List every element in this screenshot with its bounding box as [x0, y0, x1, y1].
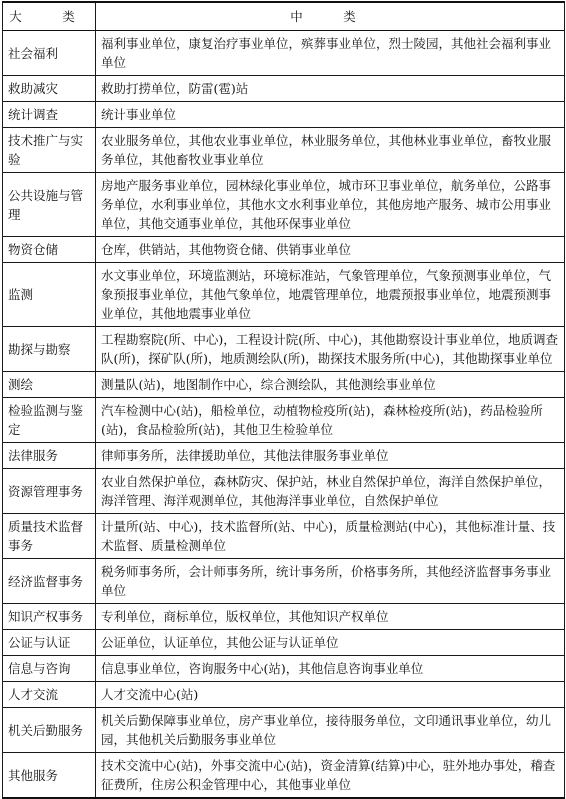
middle-category-cell: 仓库，供销站，其他物资仓储、供销事业单位 [96, 237, 565, 263]
major-category-cell: 救助减灾 [3, 76, 96, 102]
table-row [3, 398, 565, 443]
major-category-cell: 监测 [3, 263, 96, 327]
major-category-cell: 信息与咨询 [3, 656, 96, 682]
header-major-category: 大 类 [3, 2, 96, 31]
middle-category-cell: 统计事业单位 [96, 102, 565, 128]
major-category-cell: 其他服务 [3, 753, 96, 799]
table-row [3, 263, 565, 327]
table-row [3, 630, 565, 656]
major-category-cell: 测绘 [3, 372, 96, 398]
classification-table [2, 1, 565, 799]
major-category-cell: 物资仓储 [3, 237, 96, 263]
major-category-cell: 经济监督事务 [3, 559, 96, 604]
major-category-cell: 机关后勤服务 [3, 708, 96, 753]
table-row [3, 656, 565, 682]
middle-category-cell: 信息事业单位，咨询服务中心(站)，其他信息咨询事业单位 [96, 656, 565, 682]
middle-category-cell: 技术交流中心(站)，外事交流中心(站)，资金清算(结算)中心，驻外地办事处，稽查征费所，住房公积金管理中心，其他事业单位 [96, 753, 565, 799]
table-row [3, 682, 565, 708]
major-category-cell: 统计调查 [3, 102, 96, 128]
middle-category-cell: 公证单位，认证单位，其他公证与认证单位 [96, 630, 565, 656]
major-category-cell: 公共设施与管理 [3, 173, 96, 237]
table-row [3, 173, 565, 237]
major-category-cell: 质量技术监督事务 [3, 514, 96, 559]
middle-category-cell: 房地产服务事业单位，园林绿化事业单位，城市环卫事业单位，航务单位，公路事务单位，水利事业单位，其他水文水利事业单位，其他房地产服务、城市公用事业单位，其他交通事业单位，其他环保事业单位 [96, 173, 565, 237]
major-category-cell: 技术推广与实验 [3, 128, 96, 173]
table-row [3, 559, 565, 604]
table-row [3, 128, 565, 173]
middle-category-cell: 律师事务所，法律援助单位，其他法律服务事业单位 [96, 443, 565, 469]
middle-category-cell: 税务师事务所，会计师事务所，统计事务所，价格事务所，其他经济监督事务事业单位 [96, 559, 565, 604]
middle-category-cell: 农业自然保护单位，森林防灾、保护站，林业自然保护单位，海洋自然保护单位，海洋管理、海洋观测单位，其他海洋事业单位，自然保护单位 [96, 469, 565, 514]
middle-category-cell: 专利单位，商标单位，版权单位，其他知识产权单位 [96, 604, 565, 630]
table-row [3, 604, 565, 630]
header-row [3, 2, 565, 31]
table-row [3, 76, 565, 102]
table-row [3, 31, 565, 76]
table-row [3, 102, 565, 128]
middle-category-cell: 测量队(站)，地图制作中心，综合测绘队，其他测绘事业单位 [96, 372, 565, 398]
major-category-cell: 人才交流 [3, 682, 96, 708]
middle-category-cell: 机关后勤保障事业单位，房产事业单位，接待服务单位，文印通讯事业单位，幼儿园，其他机关后勤服务事业单位 [96, 708, 565, 753]
middle-category-cell: 福利事业单位，康复治疗事业单位，殡葬事业单位，烈士陵园，其他社会福利事业单位 [96, 31, 565, 76]
major-category-cell: 知识产权事务 [3, 604, 96, 630]
table-row [3, 372, 565, 398]
header-middle-category: 中 类 [96, 2, 565, 31]
middle-category-cell: 人才交流中心(站) [96, 682, 565, 708]
major-category-cell: 勘探与勘察 [3, 327, 96, 372]
middle-category-cell: 救助打捞单位，防雷(雹)站 [96, 76, 565, 102]
middle-category-cell: 工程勘察院(所、中心)，工程设计院(所、中心)，其他勘察设计事业单位，地质调查队(所)，探矿队(所)，地质测绘队(所)，勘探技术服务所(中心)，其他勘探事业单位 [96, 327, 565, 372]
middle-category-cell: 水文事业单位，环境监测站，环境标准站，气象管理单位，气象预测事业单位，气象预报事业单位，其他气象单位，地震管理单位，地震预报事业单位，地震预测事业单位，其他地震事业单位 [96, 263, 565, 327]
table-row [3, 469, 565, 514]
table-row [3, 708, 565, 753]
table-row [3, 753, 565, 799]
major-category-cell: 社会福利 [3, 31, 96, 76]
major-category-cell: 公证与认证 [3, 630, 96, 656]
table-row [3, 237, 565, 263]
table-row [3, 514, 565, 559]
table-row [3, 443, 565, 469]
middle-category-cell: 汽车检测中心(站)，船检单位，动植物检疫所(站)，森林检疫所(站)，药品检验所(站)，食品检验所(站)，其他卫生检验单位 [96, 398, 565, 443]
middle-category-cell: 计量所(站、中心)，技术监督所(站、中心)，质量检测站(中心)，其他标准计量、技术监督、质量检测单位 [96, 514, 565, 559]
table-body [3, 31, 565, 799]
middle-category-cell: 农业服务单位，其他农业事业单位，林业服务单位，其他林业事业单位，畜牧业服务单位，其他畜牧业事业单位 [96, 128, 565, 173]
major-category-cell: 法律服务 [3, 443, 96, 469]
major-category-cell: 检验监测与鉴定 [3, 398, 96, 443]
table-row [3, 327, 565, 372]
classification-table-container [2, 1, 564, 799]
major-category-cell: 资源管理事务 [3, 469, 96, 514]
